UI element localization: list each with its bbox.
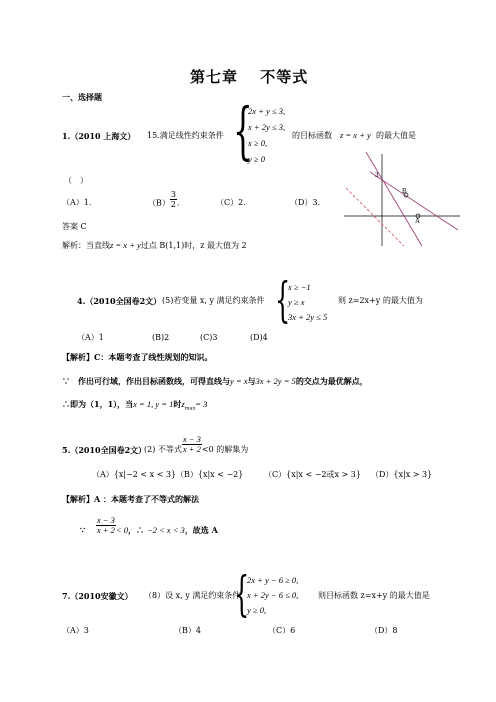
- q5-option-a: （A）{x|−2 < x < 3}: [92, 470, 177, 479]
- q1-option-a: （A）1.: [62, 198, 92, 207]
- q1-answer-paren: （ ）: [64, 176, 88, 185]
- q1-option-c: （C）2.: [216, 198, 246, 207]
- q5-question: (2) 不等式 $\frac{x - 3}{x + 2}$ <0 的解集为: [144, 433, 249, 454]
- q1-text-c: 的最大值是: [376, 131, 416, 140]
- constraint-line-2: [370, 172, 458, 230]
- q1-constraint-3: x ≥ 0,: [248, 138, 268, 148]
- chapter-title: 第七章 不等式: [190, 68, 309, 86]
- q5-option-b: （B）{x|x < −2}: [176, 470, 244, 479]
- q4-brace: {: [275, 272, 291, 328]
- q5-solution: ∵ $\frac{x - 3}{x + 2}$ < 0，∴ −2 < x < 3，故选 A: [80, 514, 218, 535]
- q7-option-c: （C）6: [268, 626, 296, 635]
- q4-text-a: (5)若变量 x, y 满足约束条件: [162, 296, 265, 305]
- q1-feasible-region-graph: [340, 150, 464, 250]
- q4-text-b: 则 z=2x+y 的最大值为: [338, 296, 423, 305]
- q1-option-b: （B） $\frac{3}{2}$ .: [148, 190, 180, 209]
- q4-analysis-line3: ∴即为（1，1），当x = 1, y = 1时$z_{max}= 3$: [62, 399, 208, 412]
- q4-analysis-line2: ∵ 作出可行域，作出目标函数线，可得直线与y = x与3x + 2y = 5的交点为最优解点，: [62, 376, 368, 386]
- q7-option-d: （D）8: [370, 626, 398, 635]
- q1-constraint-1: 2x + y ≤ 3,: [248, 106, 286, 116]
- q7-constraint-3: y ≥ 0,: [247, 605, 267, 615]
- q1-option-d: （D）3.: [290, 198, 321, 207]
- q1-constraint-4: y ≥ 0: [248, 154, 265, 164]
- q5-option-c: （C）{x|x < −2或x > 3}: [264, 470, 361, 479]
- q1-answer: 答案 C: [62, 222, 87, 231]
- graph-label-3: 3: [375, 171, 379, 179]
- q4-option-b: (B)2: [152, 333, 170, 342]
- q4-option-d: (D)4: [250, 333, 268, 342]
- q4-option-c: (C)3: [200, 333, 218, 342]
- q5-label: 5.（2010全国卷2文）: [62, 445, 147, 455]
- q1-objective: z = x + y: [340, 130, 371, 140]
- q7-label: 7.（2010安徽文）: [62, 591, 133, 601]
- q1-text-b: 的目标函数: [292, 131, 332, 140]
- q7-option-b: （B）4: [174, 626, 201, 635]
- q4-constraint-2: y ≥ x: [288, 297, 305, 307]
- section-heading: 一、选择题: [62, 92, 102, 102]
- q4-analysis-label: 【解析】C：本题考查了线性规划的知识。: [62, 352, 213, 362]
- q7-constraint-2: x + 2y − 6 ≤ 0,: [247, 590, 299, 600]
- graph-label-b: B: [402, 187, 407, 195]
- q7-text-b: 则目标函数 z=x+y 的最大值是: [318, 591, 430, 600]
- q1-analysis: 解析：当直线z = x + y过点 B(1,1)时，z 最大值为 2: [62, 240, 247, 250]
- q4-option-a: （A）1: [77, 333, 104, 342]
- graph-label-a: A: [415, 217, 421, 225]
- q7-constraint-1: 2x + y − 6 ≥ 0,: [247, 575, 299, 585]
- q1-label: 1.（2010 上海文）: [62, 131, 136, 141]
- q4-constraint-1: x ≥ −1: [288, 282, 311, 292]
- q7-brace: {: [234, 566, 250, 622]
- q1-text-a: 15.满足线性约束条件: [147, 131, 224, 140]
- q1-brace: {: [233, 94, 253, 167]
- q1-constraint-2: x + 2y ≤ 3,: [248, 122, 286, 132]
- q7-option-a: （A）3: [62, 626, 89, 635]
- q4-label: 4.（2010全国卷2文）: [77, 296, 162, 306]
- constraint-line-1: [366, 152, 422, 246]
- objective-dashed-line: [346, 188, 404, 246]
- q4-constraint-3: 3x + 2y ≤ 5: [288, 312, 328, 322]
- q7-text-a: （8）设 x, y 满足约束条件: [144, 591, 241, 600]
- q5-option-d: （D）{x|x > 3}: [371, 470, 433, 479]
- q5-analysis-label: 【解析】A ：本题考查了不等式的解法: [62, 494, 199, 504]
